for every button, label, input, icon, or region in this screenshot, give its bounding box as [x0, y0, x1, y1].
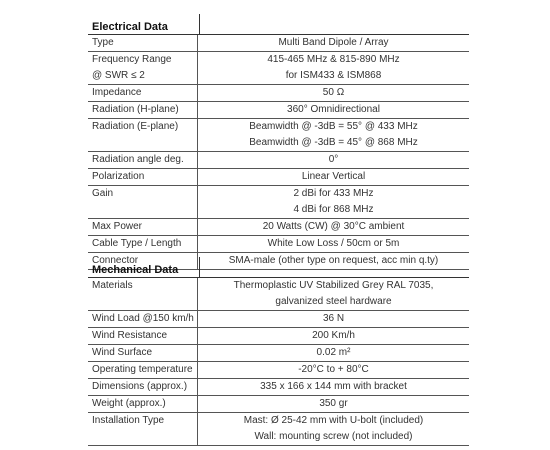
spec-label: [88, 328, 198, 344]
spec-row-radiation-e-plane: [88, 119, 469, 152]
spec-row-wind-resistance: [88, 328, 469, 345]
spec-label: [88, 169, 198, 185]
spec-value: [198, 52, 469, 84]
spec-value: [198, 219, 469, 235]
spec-value-line: 415-465 MHz & 815-890 MHz: [267, 54, 400, 65]
spec-value: [198, 152, 469, 168]
spec-value-line: Mast: Ø 25-42 mm with U-bolt (included): [243, 415, 424, 426]
spec-value: [198, 35, 469, 51]
spec-value-line: 50 Ω: [322, 87, 345, 98]
spec-label-line: Operating temperature: [92, 364, 193, 375]
spec-label-line: Wind Resistance: [92, 330, 168, 341]
spec-value-line: White Low Loss / 50cm or 5m: [267, 238, 400, 249]
spec-row-radiation-h-plane: [88, 102, 469, 119]
spec-value-line: 350 gr: [319, 398, 348, 409]
spec-row-frequency-range: [88, 52, 469, 85]
spec-label: [88, 85, 198, 101]
spec-value: [198, 396, 469, 412]
spec-row-max-power: [88, 219, 469, 236]
spec-label: [88, 379, 198, 395]
spec-row-polarization: [88, 169, 469, 186]
spec-row-wind-surface: [88, 345, 469, 362]
spec-label-line: Radiation (E-plane): [92, 121, 179, 132]
spec-row-materials: [88, 278, 469, 311]
spec-value: [198, 85, 469, 101]
spec-value-line: SMA-male (other type on request, acc min q.ty): [228, 255, 439, 266]
spec-label: [88, 311, 198, 327]
spec-label-line: [92, 294, 197, 310]
spec-value-line: Thermoplastic UV Stabilized Grey RAL 7035,: [233, 280, 434, 291]
spec-label: [88, 52, 198, 84]
section-header: [88, 257, 469, 278]
section-title: Mechanical Data: [92, 264, 179, 276]
spec-label: [88, 186, 198, 218]
mechanical-data-table: [88, 257, 469, 446]
spec-label-line: @ SWR ≤ 2: [92, 70, 145, 81]
spec-value-line: 200 Km/h: [312, 330, 355, 341]
spec-value: [198, 236, 469, 252]
spec-value-line: Beamwidth @ -3dB = 45° @ 868 MHz: [249, 137, 418, 148]
spec-row-cable-type-length: [88, 236, 469, 253]
spec-value-line: 0.02 m²: [316, 347, 351, 358]
spec-label-line: Installation Type: [92, 415, 165, 426]
spec-value: [198, 379, 469, 395]
spec-row-type: [88, 35, 469, 52]
section-title: Electrical Data: [92, 21, 168, 33]
spec-value-line: -20°C to + 80°C: [298, 364, 369, 375]
spec-label-line: Gain: [92, 188, 114, 199]
spec-row-weight-approx: [88, 396, 469, 413]
column-divider: [199, 257, 200, 278]
spec-value-line: 20 Watts (CW) @ 30°C ambient: [262, 221, 405, 232]
spec-value-line: 0°: [328, 154, 339, 165]
spec-label-line: Radiation (H-plane): [92, 104, 179, 115]
spec-label-line: Wind Surface: [92, 347, 153, 358]
spec-value-line: 335 x 166 x 144 mm with bracket: [260, 381, 407, 392]
spec-label-line: Type: [92, 37, 114, 48]
spec-label-line: Dimensions (approx.): [92, 381, 188, 392]
spec-label: [88, 345, 198, 361]
spec-label-line: [92, 429, 197, 445]
spec-label: [88, 152, 198, 168]
spec-value-line: 36 N: [322, 313, 345, 324]
spec-value-line: 360° Omnidirectional: [287, 104, 380, 115]
spec-value: [198, 328, 469, 344]
spec-value: [198, 413, 469, 445]
spec-label: [88, 362, 198, 378]
spec-label: [88, 119, 198, 151]
spec-value-line: 4 dBi for 868 MHz: [293, 204, 374, 215]
spec-label-line: Frequency Range: [92, 54, 172, 65]
spec-row-dimensions-approx: [88, 379, 469, 396]
spec-value: [198, 119, 469, 151]
spec-label-line: Materials: [92, 280, 133, 291]
column-divider: [199, 14, 200, 35]
spec-row-operating-temperature: [88, 362, 469, 379]
section-rule: [88, 277, 469, 278]
spec-label-line: Radiation angle deg.: [92, 154, 184, 165]
spec-row-gain: [88, 186, 469, 219]
spec-value-line: for ISM433 & ISM868: [285, 70, 382, 81]
spec-row-radiation-angle-deg: [88, 152, 469, 169]
spec-label-line: Max Power: [92, 221, 143, 232]
spec-label: [88, 413, 198, 445]
spec-label-line: [92, 202, 197, 218]
section-header: [88, 14, 469, 35]
spec-value: [198, 362, 469, 378]
spec-label-line: Wind Load @150 km/h: [92, 313, 194, 324]
spec-value-line: Multi Band Dipole / Array: [278, 37, 389, 48]
spec-value: [198, 278, 469, 310]
spec-label-line: Polarization: [92, 171, 145, 182]
spec-value-line: Linear Vertical: [301, 171, 366, 182]
spec-value-line: 2 dBi for 433 MHz: [293, 188, 374, 199]
spec-value: [198, 186, 469, 218]
spec-label-line: Cable Type / Length: [92, 238, 182, 249]
spec-value: [198, 169, 469, 185]
spec-label-line: Connector: [92, 255, 139, 266]
spec-label: [88, 278, 198, 310]
spec-label-line: [92, 135, 197, 151]
spec-value: [198, 345, 469, 361]
spec-value: [198, 311, 469, 327]
spec-label: [88, 102, 198, 118]
spec-label-line: Weight (approx.): [92, 398, 166, 409]
spec-value: [198, 102, 469, 118]
spec-row-wind-load-150-km-h: [88, 311, 469, 328]
spec-label-line: Impedance: [92, 87, 142, 98]
section-rule: [88, 34, 469, 35]
spec-label: [88, 396, 198, 412]
spec-value-line: Beamwidth @ -3dB = 55° @ 433 MHz: [249, 121, 418, 132]
spec-label: [88, 236, 198, 252]
spec-value-line: galvanized steel hardware: [275, 296, 392, 307]
spec-value-line: Wall: mounting screw (not included): [254, 431, 413, 442]
spec-row-installation-type: [88, 413, 469, 446]
electrical-data-table: [88, 14, 469, 270]
spec-label: [88, 35, 198, 51]
spec-label: [88, 219, 198, 235]
spec-row-impedance: [88, 85, 469, 102]
